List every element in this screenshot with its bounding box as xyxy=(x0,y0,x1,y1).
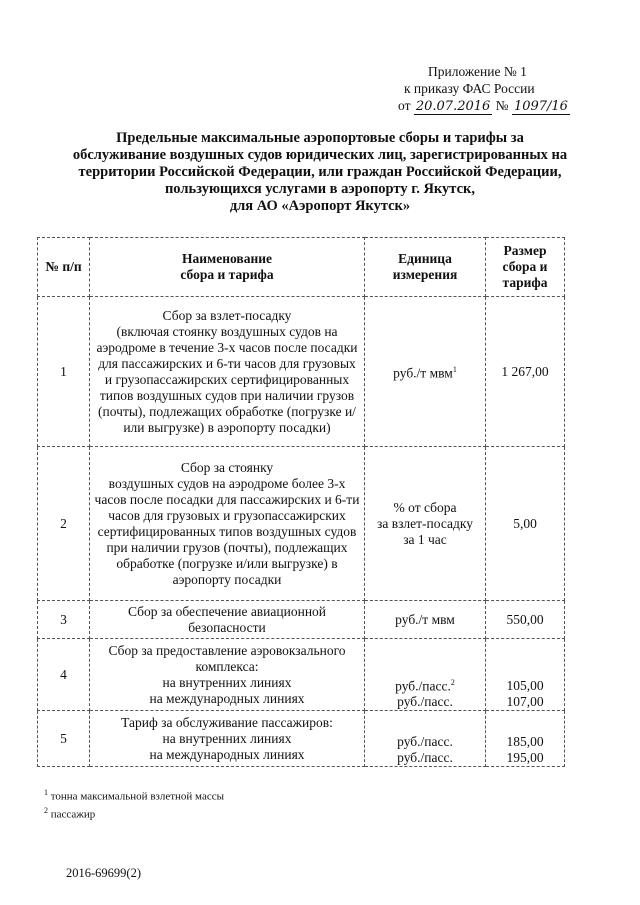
header-num: № п/п xyxy=(38,238,90,297)
appendix-header xyxy=(398,63,588,115)
appendix-line-3 xyxy=(398,97,588,115)
document-registry-number: 2016-69699(2) xyxy=(66,866,141,880)
title-line: обслуживание воздушных судов юридических лиц, зарегистрированных на xyxy=(72,147,568,163)
row-value: 185,00 195,00 xyxy=(486,711,565,767)
header-unit: Единица измерения xyxy=(365,238,486,297)
row-value: 1 267,00 xyxy=(486,297,565,447)
row-number: 1 xyxy=(38,297,90,447)
footnote-2: $^2$ пассажир xyxy=(44,805,96,821)
footnotes xyxy=(44,786,224,821)
row-name: Тариф за обслуживание пассажиров: на внутренних линиях на международных линиях xyxy=(90,711,365,767)
row-value: 5,00 xyxy=(486,447,565,601)
handwritten-date: 20.07.2016 xyxy=(415,99,491,114)
table-row xyxy=(38,711,565,767)
row-unit: руб./т мвм xyxy=(365,601,486,639)
from-label: от xyxy=(398,98,411,113)
row-value: 105,00 107,00 xyxy=(486,639,565,711)
row-unit: руб./пасс.$^2$ руб./пасс. xyxy=(365,639,486,711)
row-number: 5 xyxy=(38,711,90,767)
appendix-line-2: к приказу ФАС России xyxy=(404,81,535,96)
row-name: Сбор за взлет-посадку (включая стоянку воздушных судов на аэродроме в течение 3-х часов после посадки для пассажирских и 6-ти часов для грузовых и грузопассажирских сертифицированных типов воздушных судов при наличии грузов (почты), подлежащих обработке (погрузке и/или выгрузке) в аэропорту посадки) xyxy=(90,297,365,447)
table-row xyxy=(38,639,565,711)
row-name: Сбор за стоянку воздушных судов на аэродроме более 3-х часов после посадки для пассажирских и 6-ти часов для грузовых и грузопассажирских сертифицированных типов воздушных судов при наличии грузов (почты), подлежащих обработке (погрузке и/или выгрузке) в аэропорту посадки xyxy=(90,447,365,601)
row-unit: % от сбора за взлет-посадку за 1 час xyxy=(365,447,486,601)
row-number: 2 xyxy=(38,447,90,601)
table-row xyxy=(38,601,565,639)
header-value: Размер сбора и тарифа xyxy=(486,238,565,297)
title-line: территории Российской Федерации, или граждан Российской Федерации, xyxy=(78,164,562,180)
row-unit: руб./пасс. руб./пасс. xyxy=(365,711,486,767)
title-line: для АО «Аэропорт Якутск» xyxy=(229,198,411,214)
title-line: Предельные максимальные аэропортовые сборы и тарифы за xyxy=(116,130,524,146)
number-label: № xyxy=(495,98,509,113)
row-unit: руб./т мвм$^1$ xyxy=(365,297,486,447)
row-name: Сбор за обеспечение авиационной безопасности xyxy=(90,601,365,639)
row-number: 3 xyxy=(38,601,90,639)
row-value: 550,00 xyxy=(486,601,565,639)
row-number: 4 xyxy=(38,639,90,711)
footnote-1: $^1$ тонна максимальной взлетной массы xyxy=(44,788,224,803)
table-row xyxy=(38,447,565,601)
table-header-row xyxy=(38,238,565,297)
header-name: Наименование сбора и тарифа xyxy=(90,238,365,297)
title-line: пользующихся услугами в аэропорту г. Якутск, xyxy=(164,181,476,197)
fees-table xyxy=(37,237,565,767)
appendix-line-1: Приложение № 1 xyxy=(428,64,527,79)
document-title xyxy=(30,130,610,215)
handwritten-order-number: 1097/16 xyxy=(513,99,568,114)
table-row xyxy=(38,297,565,447)
row-name: Сбор за предоставление аэровокзального комплекса: на внутренних линиях на международных линиях xyxy=(90,639,365,711)
